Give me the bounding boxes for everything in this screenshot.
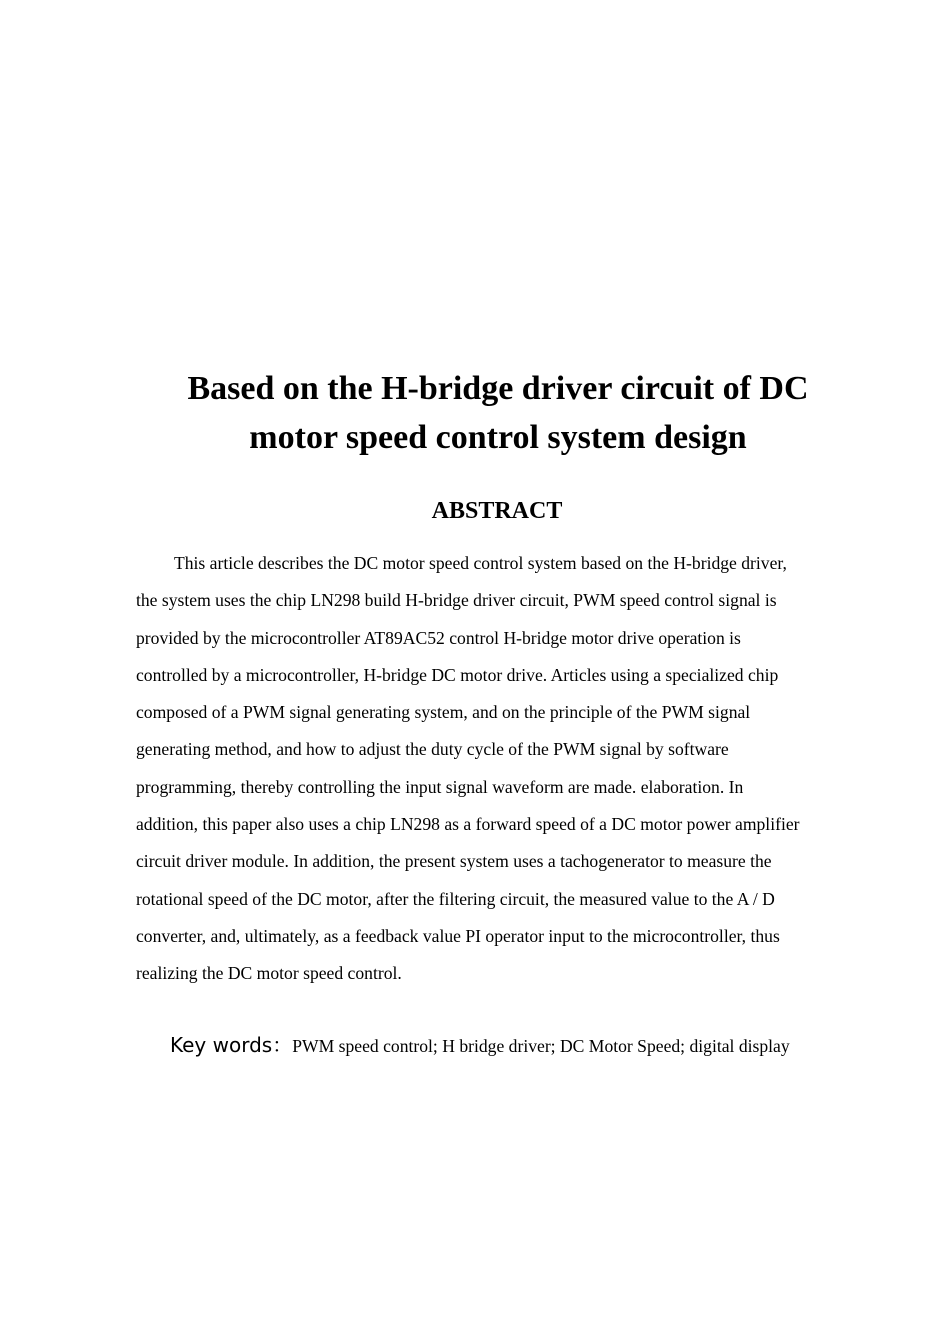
abstract-heading: ABSTRACT [431,498,563,524]
abstract-line: the system uses the chip LN298 build H-bridge driver circuit, PWM speed control signal is [136,590,777,611]
document-title [120,364,876,462]
abstract-line: realizing the DC motor speed control. [136,963,402,984]
keywords-text: PWM speed control; H bridge driver; DC Motor Speed; digital display [292,1036,790,1056]
abstract-line: rotational speed of the DC motor, after the filtering circuit, the measured value to the A / D [136,888,775,909]
abstract-line: addition, this paper also uses a chip LN298 as a forward speed of a DC motor power amplifier [136,814,800,835]
keywords [170,1027,790,1066]
keywords-label: Key words： [170,1033,293,1057]
title-line-1: Based on the H-bridge driver circuit of DC [187,370,809,407]
abstract-line: provided by the microcontroller AT89AC52 control H-bridge motor drive operation is [136,627,741,648]
abstract-paragraph [136,545,800,993]
abstract-line: circuit driver module. In addition, the present system uses a tachogenerator to measure the [136,851,772,872]
abstract-line: programming, thereby controlling the input signal waveform are made. elaboration. In [136,776,744,797]
abstract-line: generating method, and how to adjust the duty cycle of the PWM signal by software [136,739,729,760]
abstract-line: controlled by a microcontroller, H-bridge DC motor drive. Articles using a specialized chip [136,664,779,685]
abstract-line: composed of a PWM signal generating system, and on the principle of the PWM signal [136,702,751,723]
title-line-2: motor speed control system design [249,419,747,456]
abstract-line: This article describes the DC motor speed control system based on the H-bridge driver, [174,553,787,573]
abstract-line: converter, and, ultimately, as a feedback value PI operator input to the microcontroller, thus [136,925,780,946]
